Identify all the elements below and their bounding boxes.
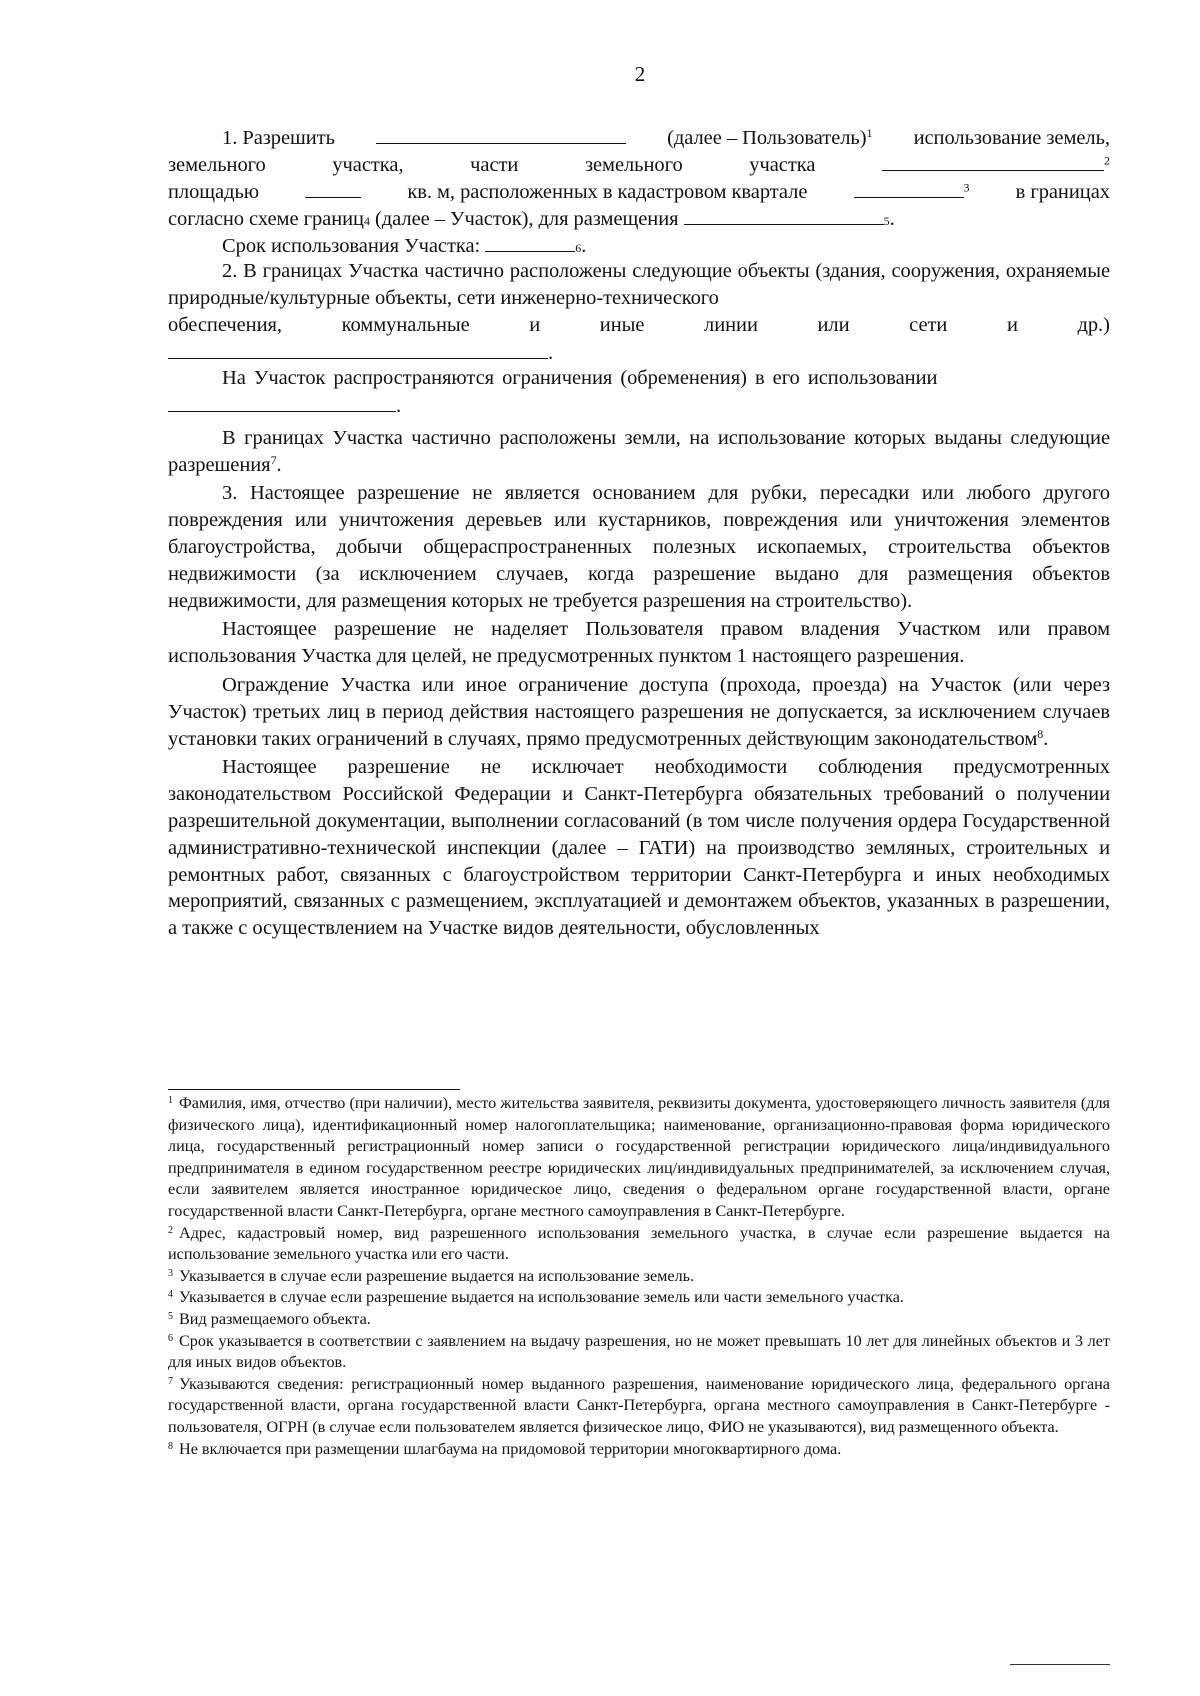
restrictions-blank <box>168 392 396 412</box>
objects-blank <box>168 338 548 358</box>
scan-mark <box>1010 1664 1110 1665</box>
area-blank <box>305 178 361 198</box>
document-body <box>168 124 1110 942</box>
restrictions-line: На Участок распространяются ограничения (обременения) в его использовании <box>222 367 938 390</box>
item-2-text: 2. В границах Участка частично расположены следующие объекты (здания, сооружения, охраняемые природные/культурные объекты, сети инженерно-технического <box>168 259 1110 309</box>
fencing-paragraph: Ограждение Участка или иное ограничение доступа (прохода, проезда) на Участок (или через Участок) третьих лиц в период действия настоящего разрешения не допускается, за исключением случаев установки таких ограничений в случаях, прямо предусмотренных действующим законодательством$^8$. <box>168 673 1110 750</box>
footnote-3: $^3$ Указывается в случае если разрешение выдается на использование земель. <box>168 1266 695 1285</box>
restrictions-blank-line: . <box>168 392 1110 419</box>
lands-paragraph: В границах Участка частично расположены земли, на использование которых выданы следующие разрешения$^7$. <box>168 426 1110 476</box>
item-2-line-3: обеспечения, коммунальные и иные линии или сети и др.) <box>168 313 1110 336</box>
item-1-line-4: согласно схеме границ 4 (далее – Участок), для размещения 5 . <box>168 204 1110 231</box>
term-blank <box>485 231 575 251</box>
footnote-8: $^8$ Не включается при размещении шлагбаума на придомовой территории многоквартирного дома. <box>168 1439 842 1458</box>
footnotes <box>168 1093 1110 1460</box>
item-1-line-3: площадью кв. м, расположенных в кадастровом квартале $^3$ в границах <box>168 178 1110 205</box>
object-purpose-blank <box>684 204 884 224</box>
footnote-separator <box>168 1089 460 1090</box>
footnote-6: $^6$ Срок указывается в соответствии с заявлением на выдачу разрешения, но не может превышать 10 лет для линейных объектов и 3 лет для иных видов объектов. <box>168 1331 1110 1372</box>
ownership-paragraph: Настоящее разрешение не наделяет Пользователя правом владения Участком или правом использования Участка для целей, не предусмотренных пунктом 1 настоящего разрешения. <box>168 618 1110 668</box>
cadastral-quarter-blank <box>854 178 964 198</box>
term-line: Срок использования Участка: 6 . <box>168 231 1110 258</box>
objects-blank-line: . <box>168 338 1110 365</box>
item-1-line-1: 1. Разрешить (далее – Пользователь)$^1$ использование земель, <box>168 124 1110 151</box>
page-number: 2 <box>634 62 646 86</box>
item-1-line-2: земельного участка, части земельного участка $^2$ <box>168 151 1110 178</box>
user-name-blank <box>376 124 626 144</box>
item-3-paragraph: 3. Настоящее разрешение не является основанием для рубки, пересадки или любого другого повреждения или уничтожения деревьев или кустарников, повреждения или уничтожения элементов благоустройства, добычи общераспространенных полезных ископаемых, строительства объектов недвижимости (за исключением случаев, когда разрешение выдано для размещения объектов недвижимости, для размещения которых не требуется разрешения на строительство). <box>168 482 1110 612</box>
footnote-5: $^5$ Вид размещаемого объекта. <box>168 1309 371 1328</box>
footnote-2: $^2$ Адрес, кадастровый номер, вид разрешенного использования земельного участка, в случае если разрешение выдается на использование земельного участка или его части. <box>168 1223 1110 1264</box>
footnote-1: $^1$ Фамилия, имя, отчество (при наличии), место жительства заявителя, реквизиты документа, удостоверяющего личность заявителя (для физического лица), идентификационный номер налогоплательщика; наименование, организационно-правовая форма юридического лица, государственный регистрационный номер записи о государственной регистрации юридического лица/индивидуального предпринимателя в едином государственном реестре юридических лиц/индивидуальных предпринимателей, за исключением случая, если заявителем является иностранное юридическое лицо, сведения о федеральном органе государственной власти, органе государственной власти Санкт-Петербурга, органе местного самоуправления в Санкт-Петербурге. <box>168 1094 1110 1220</box>
footnote-4: $^4$ Указывается в случае если разрешение выдается на использование земель или части земельного участка. <box>168 1288 904 1307</box>
footnote-7: $^7$ Указываются сведения: регистрационный номер выданного разрешения, наименование юридического лица, федерального органа государственной власти, органа государственной власти Санкт-Петербурга, органа местного самоуправления в Санкт-Петербурге - пользователя, ОГРН (в случае если пользователем является физическое лицо, ФИО не указываются), вид размещенного объекта. <box>168 1374 1110 1436</box>
land-plot-blank <box>882 151 1104 171</box>
requirements-paragraph: Настоящее разрешение не исключает необходимости соблюдения предусмотренных законодательством Российской Федерации и Санкт-Петербурга обязательных требований о получении разрешительной документации, выполнении согласований (в том числе получения ордера Государственной административно-технической инспекции (далее – ГАТИ) на производство земляных, строительных и ремонтных работ, связанных с благоустройством территории Санкт-Петербурга и иных необходимых мероприятий, связанных с размещением, эксплуатацией и демонтажем объектов, указанных в разрешении, а также с осуществлением на Участке видов деятельности, обусловленных <box>168 756 1110 940</box>
